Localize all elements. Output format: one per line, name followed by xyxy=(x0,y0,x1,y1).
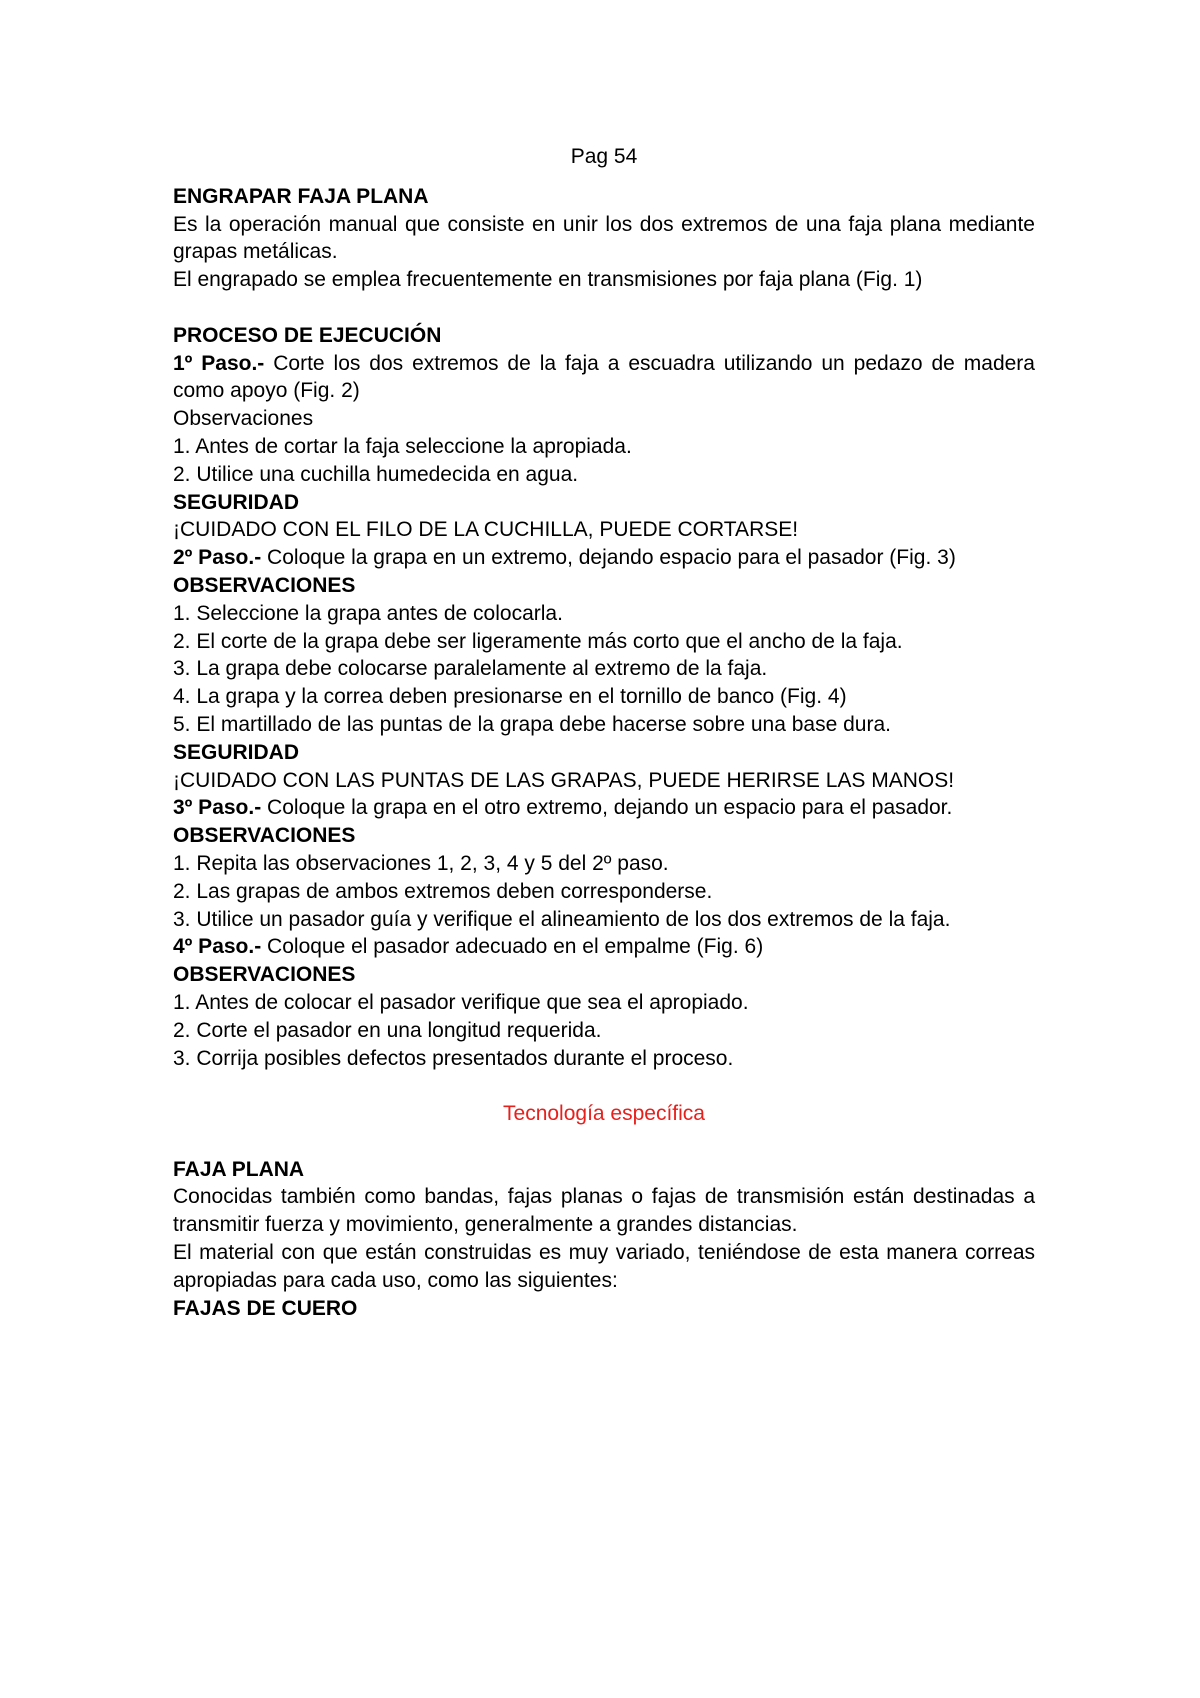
obs-4-item: 1. Antes de colocar el pasador verifique que sea el apropiado. xyxy=(173,990,749,1014)
step-2-label: 2º Paso.- xyxy=(173,546,262,570)
obs-2-title: OBSERVACIONES xyxy=(173,573,356,597)
spacer xyxy=(173,1072,1035,1100)
obs-4-title: OBSERVACIONES xyxy=(173,963,356,987)
section-title-faja-plana: FAJA PLANA xyxy=(173,1157,305,1181)
step-1-text: Corte los dos extremos de la faja a escuadra utilizando un pedazo de madera como apoyo (Fig. 2) xyxy=(173,351,1035,403)
obs-2-item: 4. La grapa y la correa deben presionarse en el tornillo de banco (Fig. 4) xyxy=(173,685,847,709)
obs-4-item: 2. Corte el pasador en una longitud requerida. xyxy=(173,1018,602,1042)
step-3 xyxy=(173,794,1035,822)
step-4 xyxy=(173,933,1035,961)
obs-3-title: OBSERVACIONES xyxy=(173,824,356,848)
obs-2-item: 2. El corte de la grapa debe ser ligeramente más corto que el ancho de la faja. xyxy=(173,629,903,653)
step-3-label: 3º Paso.- xyxy=(173,796,262,820)
obs-4-item: 3. Corrija posibles defectos presentados durante el proceso. xyxy=(173,1046,734,1070)
step-2 xyxy=(173,544,1035,572)
section-title-tecnologia: Tecnología específica xyxy=(503,1102,705,1126)
safety-1-title: SEGURIDAD xyxy=(173,490,300,514)
step-4-text: Coloque el pasador adecuado en el empalme (Fig. 6) xyxy=(261,935,764,959)
page-number: Pag 54 xyxy=(570,145,638,168)
document-page xyxy=(173,143,1035,1322)
step-1 xyxy=(173,350,1035,406)
paragraph-faja-material: El material con que están construidas es muy variado, teniéndose de esta manera correas apropiadas para cada uso, como las siguientes: xyxy=(173,1241,1035,1292)
step-4-label: 4º Paso.- xyxy=(173,935,262,959)
paragraph-definition: Es la operación manual que consiste en unir los dos extremos de una faja plana mediante grapas metálicas. xyxy=(173,212,1035,264)
obs-1-title: Observaciones xyxy=(173,407,314,431)
safety-2-text: ¡CUIDADO CON LAS PUNTAS DE LAS GRAPAS, PUEDE HERIRSE LAS MANOS! xyxy=(173,768,955,792)
subtitle-fajas-cuero: FAJAS DE CUERO xyxy=(173,1296,358,1320)
paragraph-faja-definition: Conocidas también como bandas, fajas planas o fajas de transmisión están destinadas a transmitir fuerza y movimiento, generalmente a grandes distancias. xyxy=(173,1185,1035,1237)
paragraph-usage: El engrapado se emplea frecuentemente en transmisiones por faja plana (Fig. 1) xyxy=(173,268,923,292)
obs-2-item: 3. La grapa debe colocarse paralelamente al extremo de la faja. xyxy=(173,657,768,681)
spacer xyxy=(173,1128,1035,1156)
obs-3-item: 1. Repita las observaciones 1, 2, 3, 4 y 5 del 2º paso. xyxy=(173,851,669,875)
spacer xyxy=(173,294,1035,322)
step-2-text: Coloque la grapa en un extremo, dejando espacio para el pasador (Fig. 3) xyxy=(261,546,956,570)
step-1-label: 1º Paso.- xyxy=(173,351,265,375)
section-title-proceso: PROCESO DE EJECUCIÓN xyxy=(173,323,442,347)
obs-2-item: 1. Seleccione la grapa antes de colocarla. xyxy=(173,601,563,625)
obs-1-item: 2. Utilice una cuchilla humedecida en agua. xyxy=(173,462,579,486)
safety-1-text: ¡CUIDADO CON EL FILO DE LA CUCHILLA, PUEDE CORTARSE! xyxy=(173,518,799,542)
obs-2-item: 5. El martillado de las puntas de la grapa debe hacerse sobre una base dura. xyxy=(173,712,891,736)
obs-3-item: 3. Utilice un pasador guía y verifique el alineamiento de los dos extremos de la faja. xyxy=(173,907,951,931)
safety-2-title: SEGURIDAD xyxy=(173,740,300,764)
obs-1-item: 1. Antes de cortar la faja seleccione la apropiada. xyxy=(173,434,632,458)
section-title-engrapar: ENGRAPAR FAJA PLANA xyxy=(173,184,429,208)
obs-3-item: 2. Las grapas de ambos extremos deben corresponderse. xyxy=(173,879,713,903)
step-3-text: Coloque la grapa en el otro extremo, dejando un espacio para el pasador. xyxy=(261,796,953,820)
